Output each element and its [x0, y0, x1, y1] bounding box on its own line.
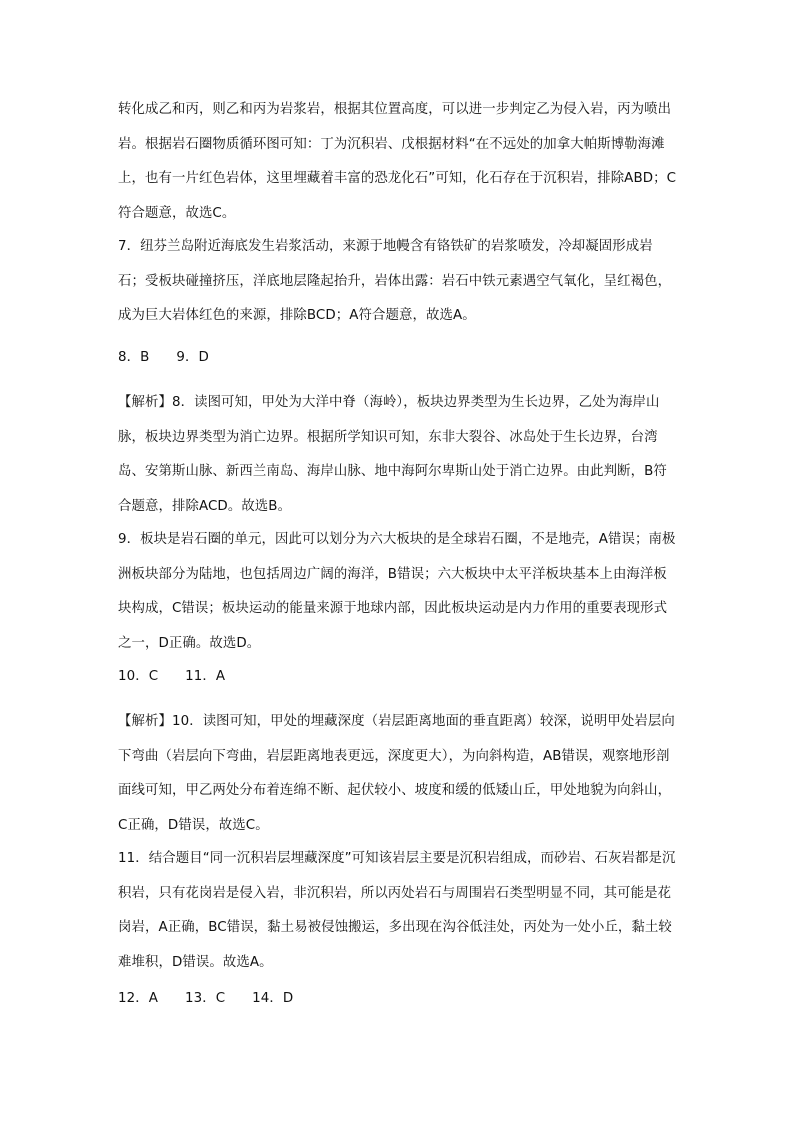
answers-10-11: 10．C 11．A	[118, 669, 226, 684]
analysis-q8: 【解析】8．读图可知，甲处为大洋中脊（海岭），板块边界类型为生长边界，乙处为海岸山脉，板块边界类型为消亡边界。根据所学知识可知，东非大裂谷、冰岛处于生长边界，台湾岛、安第斯山脉、新西兰南岛、海岸山脉、地中海阿尔卑斯山处于消亡边界。由此判断，B符合题意，排除ACD。故选B。	[118, 395, 667, 514]
answers-12-14: 12．A 13．C 14．D	[118, 991, 294, 1006]
paragraph-q6-continued: 转化成乙和丙，则乙和丙为岩浆岩，根据其位置高度，可以进一步判定乙为侵入岩，丙为喷出岩。根据岩石圈物质循环图可知：丁为沉积岩、戊根据材料“在不远处的加拿大帕斯博勒海滩上，也有一片红色岩体，这里埋藏着丰富的恐龙化石”可知，化石存在于沉积岩，排除ABD；C符合题意，故选C。	[118, 102, 677, 221]
analysis-q9: 9．板块是岩石圈的单元，因此可以划分为六大板块的是全球岩石圈，不是地壳，A错误；南极洲板块部分为陆地，也包括周边广阔的海洋，B错误；六大板块中太平洋板块基本上由海洋板块构成，C错误；板块运动的能量来源于地球内部，因此板块运动是内力作用的重要表现形式之一，D正确。故选D。	[118, 532, 676, 651]
answers-8-9: 8．B 9．D	[118, 350, 209, 365]
analysis-q11: 11．结合题目“同一沉积岩层埋藏深度”可知该岩层主要是沉积岩组成，而砂岩、石灰岩都是沉积岩，只有花岗岩是侵入岩，非沉积岩，所以丙处岩石与周围岩石类型明显不同，其可能是花岗岩，A正确，BC错误，黏土易被侵蚀搬运，多出现在沟谷低洼处，丙处为一处小丘，黏土较难堆积，D错误。故选A。	[118, 851, 676, 970]
paragraph-q7: 7．纽芬兰岛附近海底发生岩浆活动，来源于地幔含有铬铁矿的岩浆喷发，冷却凝固形成岩石；受板块碰撞挤压，洋底地层隆起抬升，岩体出露：岩石中铁元素遇空气氧化，呈红褐色，成为巨大岩体红色的来源，排除BCD；A符合题意，故选A。	[118, 239, 672, 323]
analysis-q10: 【解析】10．读图可知，甲处的埋藏深度（岩层距离地面的垂直距离）较深，说明甲处岩层向下弯曲（岩层向下弯曲，岩层距离地表更远，深度更大），为向斜构造，AB错误，观察地形剖面线可知，甲乙两处分布着连绵不断、起伏较小、坡度和缓的低矮山丘，甲处地貌为向斜山，C正确，D错误，故选C。	[118, 714, 675, 833]
